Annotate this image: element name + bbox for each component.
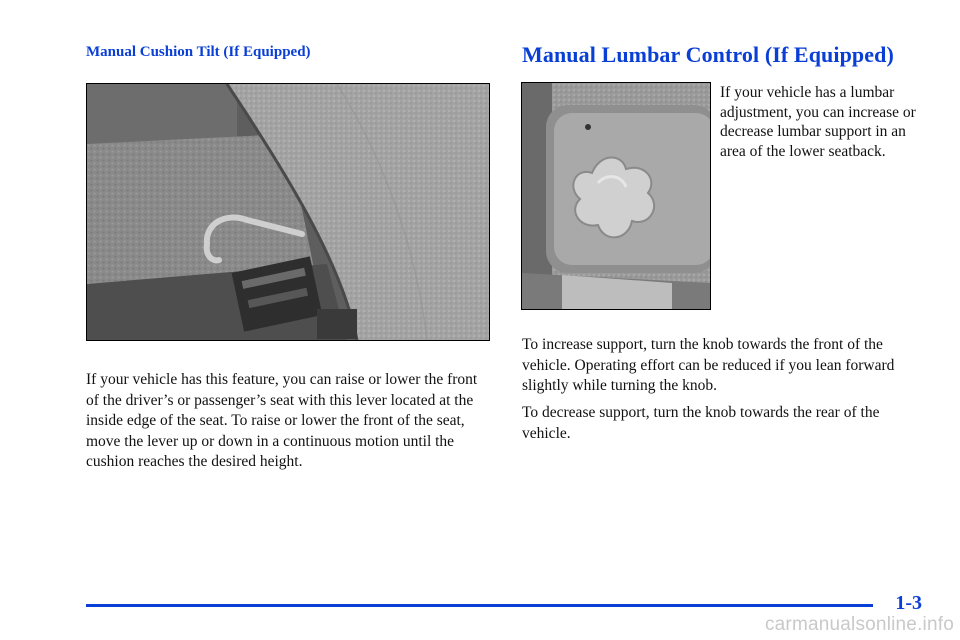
page-number: 1-3 [895, 592, 922, 614]
lumbar-control-heading: Manual Lumbar Control (If Equipped) [522, 42, 894, 67]
cushion-tilt-lever-photo [86, 83, 490, 341]
lumbar-increase-text: To increase support, turn the knob towards the front of the vehicle. Operating effort can be reduced if you lean forward slightly while turning the knob. [522, 336, 895, 394]
lumbar-intro-text: If your vehicle has a lumbar adjustment, you can increase or decrease lumbar support in an area of the lower seatback. [720, 84, 916, 160]
footer-rule [86, 604, 873, 607]
cushion-tilt-heading: Manual Cushion Tilt (If Equipped) [86, 44, 311, 60]
lumbar-knob-photo [521, 82, 711, 310]
lumbar-decrease-text: To decrease support, turn the knob towards the rear of the vehicle. [522, 404, 880, 442]
cushion-tilt-description: If your vehicle has this feature, you can raise or lower the front of the driver’s or passenger’s seat with this lever located at the inside edge of the seat. To raise or lower the front of the seat, move the lever up or down in a continuous motion until the cushion reaches the desired height. [86, 371, 478, 470]
watermark: carmanualsonline.info [764, 614, 954, 635]
